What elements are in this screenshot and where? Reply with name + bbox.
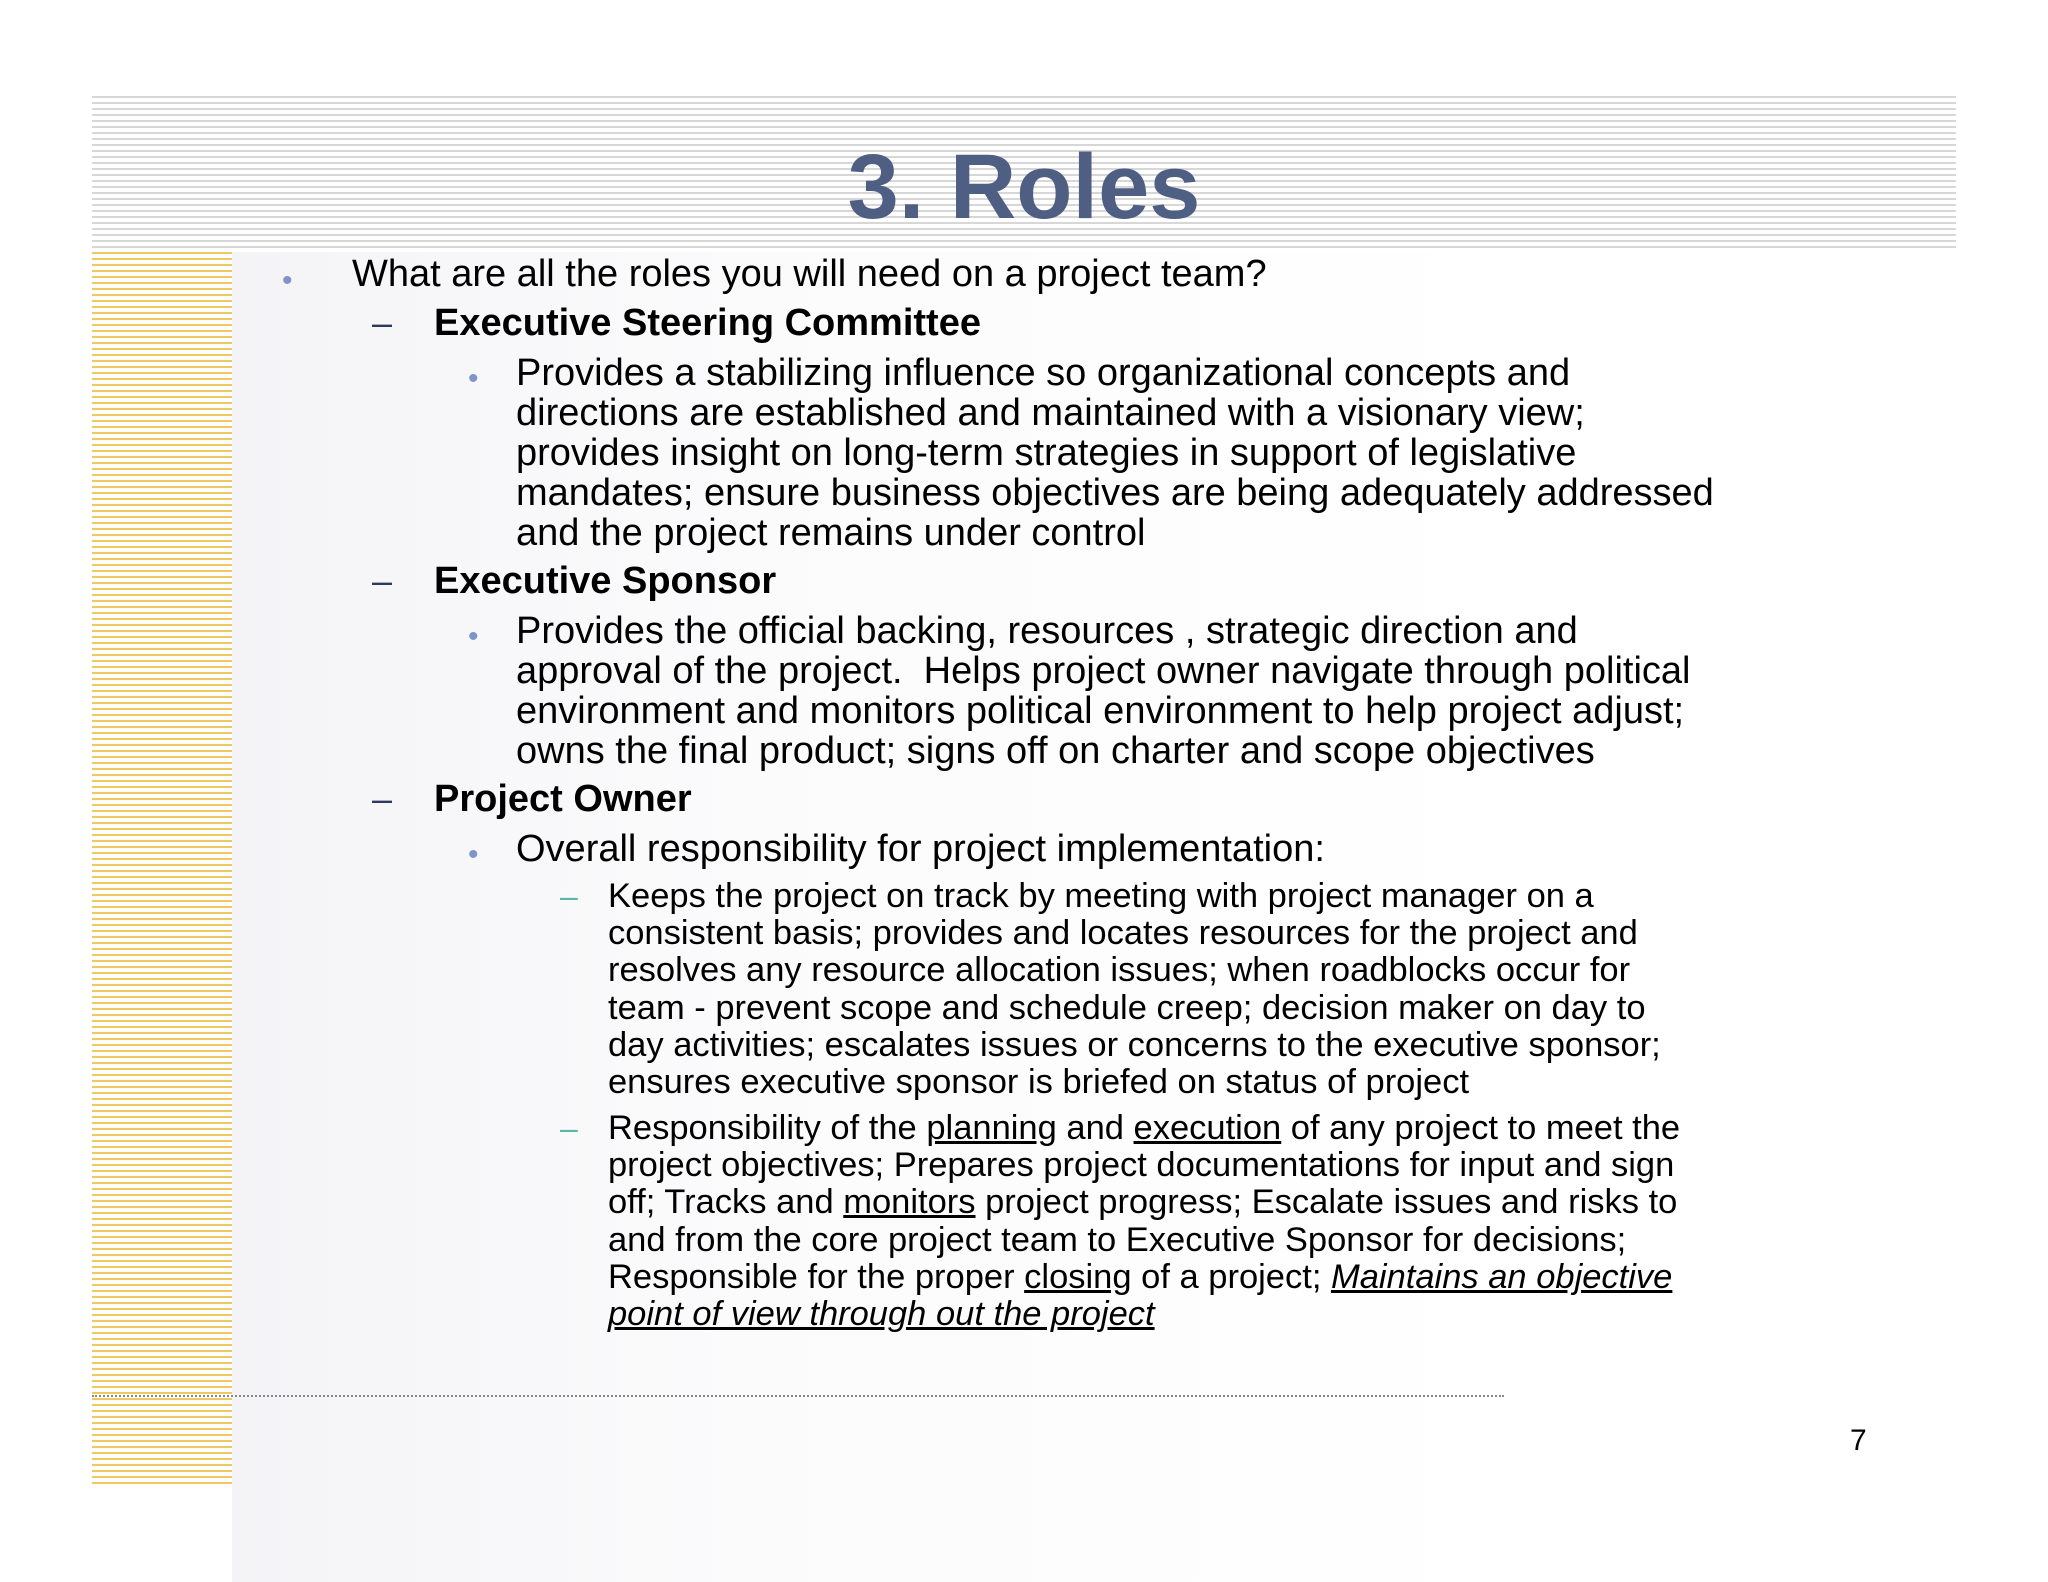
text-span: off; Tracks and	[608, 1183, 844, 1221]
duty-line: ensures executive sponsor is briefed on status of project	[608, 1063, 1470, 1101]
desc-line: approval of the project. Helps project owner navigate through political	[516, 650, 1691, 692]
bullet-icon: •	[468, 620, 479, 653]
responsibility-line	[608, 1296, 1155, 1333]
text-span: project progress; Escalate issues and risks to	[975, 1183, 1678, 1221]
responsibility-line	[608, 1184, 1677, 1221]
question-text: What are all the roles you will need on a project team?	[352, 253, 1267, 295]
footer-divider	[92, 1395, 1504, 1397]
desc-line: and the project remains under control	[516, 512, 1146, 554]
underlined-term-closing: closing	[1024, 1258, 1132, 1296]
dash-icon: –	[372, 302, 393, 343]
desc-line: owns the final product; signs off on charter and scope objectives	[516, 730, 1595, 772]
side-stripe-decoration	[92, 252, 232, 1486]
dash-icon: –	[560, 878, 578, 914]
role-heading-steering-committee: Executive Steering Committee	[434, 302, 981, 344]
duty-line: resolves any resource allocation issues; when roadblocks occur for	[608, 951, 1631, 989]
desc-line: environment and monitors political environment to help project adjust;	[516, 690, 1685, 732]
desc-line: Provides a stabilizing influence so organizational concepts and	[516, 352, 1571, 394]
emphasized-text: point of view through out the project	[608, 1295, 1155, 1333]
role-desc-project-owner: Overall responsibility for project implementation:	[516, 828, 1325, 870]
underlined-term-planning: planning	[926, 1109, 1057, 1147]
bullet-icon: •	[282, 264, 293, 297]
desc-line: directions are established and maintained with a visionary view;	[516, 392, 1585, 434]
role-heading-executive-sponsor: Executive Sponsor	[434, 560, 777, 602]
text-span: of a project;	[1131, 1258, 1331, 1296]
dash-icon: –	[372, 560, 393, 601]
duty-line: consistent basis; provides and locates resources for the project and	[608, 914, 1638, 952]
duty-line: team - prevent scope and schedule creep; decision maker on day to	[608, 989, 1646, 1027]
role-heading-project-owner: Project Owner	[434, 778, 692, 820]
desc-line: provides insight on long-term strategies in support of legislative	[516, 432, 1577, 474]
emphasized-text: Maintains an objective	[1331, 1258, 1673, 1296]
responsibility-line	[608, 1259, 1672, 1296]
duty-line: Keeps the project on track by meeting with project manager on a	[608, 877, 1594, 915]
dash-icon: –	[372, 778, 393, 819]
duty-line: day activities; escalates issues or concerns to the executive sponsor;	[608, 1026, 1661, 1064]
underlined-term-execution: execution	[1133, 1109, 1282, 1147]
bullet-icon: •	[468, 362, 479, 395]
desc-line: Provides the official backing, resources , strategic direction and	[516, 610, 1578, 652]
responsibility-line: project objectives; Prepares project documentations for input and sign	[608, 1146, 1675, 1184]
dash-icon: –	[560, 1110, 578, 1146]
bullet-icon: •	[468, 838, 479, 871]
responsibility-line: and from the core project team to Executive Sponsor for decisions;	[608, 1221, 1627, 1259]
responsibility-line	[608, 1110, 1680, 1147]
text-span: Responsible for the proper	[608, 1258, 1025, 1296]
underlined-term-monitors: monitors	[843, 1183, 976, 1221]
text-span: of any project to meet the	[1281, 1109, 1681, 1147]
text-span: Responsibility of the	[608, 1109, 927, 1147]
slide-title: 3. Roles	[847, 136, 1201, 238]
text-span: and	[1056, 1109, 1134, 1147]
page-number: 7	[1850, 1424, 1867, 1457]
desc-line: mandates; ensure business objectives are being adequately addressed	[516, 472, 1714, 514]
